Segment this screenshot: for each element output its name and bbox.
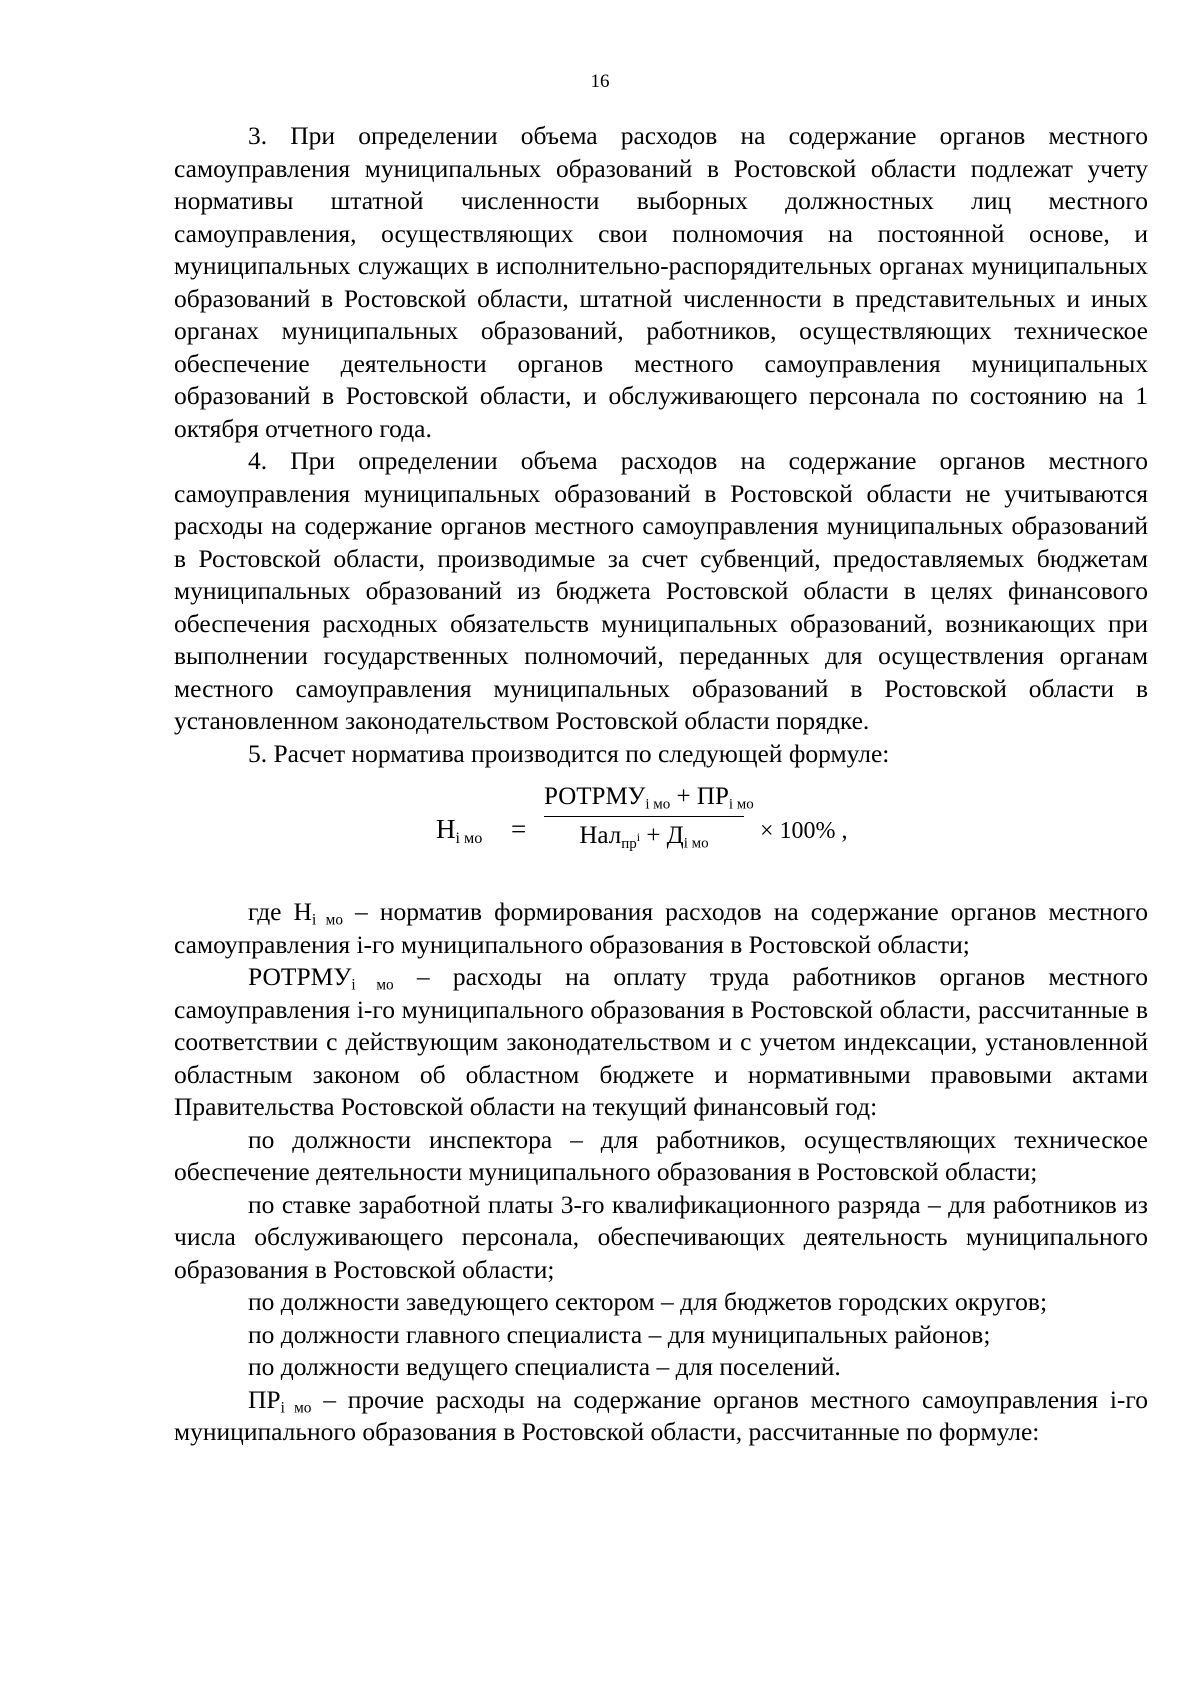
- formula-multiplier: × 100% ,: [760, 818, 848, 844]
- formula-fraction: [544, 782, 754, 852]
- formula-denominator: [544, 821, 744, 851]
- numerator-term-b-subscript: i мо: [728, 796, 754, 813]
- list-item-chief-specialist: по должности главного специалиста – для муниципальных районов;: [248, 1319, 991, 1349]
- paragraph-3: 3. При определении объема расходов на содержание органов местного самоуправления муниципальных образований в Ростовской области подлежат учету нормативы штатной численности выборных должностных лиц местного самоуправления, осуществляющих свои полномочия на постоянной основе, и муниципальных служащих в исполнительно-распорядительных органах муниципальных образований в Ростовской области, штатной численности в представительных и иных органах муниципальных образований, работников, осуществляющих техническое обеспечение деятельности органов местного самоуправления муниципальных образований в Ростовской области, и обслуживающего персонала по состоянию на 1 октября отчетного года.: [174, 121, 1148, 443]
- numerator-term-a: РОТРМУ: [544, 783, 646, 810]
- list-item-sector-head: по должности заведующего сектором – для бюджетов городских округов;: [248, 1287, 1048, 1316]
- formula-equals: =: [511, 814, 527, 844]
- definition-pr-text: – прочие расходы на содержание органов местного самоуправления i-го муниципального образования в Ростовской области, рассчитанные по формуле:: [174, 1384, 1148, 1446]
- denominator-term-a: Нал: [579, 822, 622, 849]
- numerator-term-a-subscript: i мо: [645, 796, 671, 813]
- definition-rotrmu-symbol: РОТРМУ: [248, 962, 352, 991]
- definition-pr: [174, 1384, 1148, 1449]
- definition-pr-symbol: ПР: [248, 1384, 281, 1414]
- formula-lhs: [436, 814, 483, 847]
- formula-lhs-subscript: i мо: [455, 828, 483, 847]
- document-body: [174, 120, 1148, 1449]
- formula-lhs-symbol: Н: [436, 814, 456, 844]
- numerator-plus-term-b: + ПР: [670, 783, 729, 810]
- denominator-plus-term-b: + Д: [640, 822, 684, 849]
- definition-rotrmu-subscript: i мо: [351, 976, 394, 994]
- paragraph-5: 5. Расчет норматива производится по следующей формуле:: [248, 738, 890, 768]
- list-item-wage-rate: по ставке заработной платы 3-го квалификационного разряда – для работников из числа обслуживающего персонала, обеспечивающих деятельность муниципального образования в Ростовской области;: [174, 1189, 1148, 1284]
- formula-numerator: [544, 782, 754, 813]
- definition-h-subscript: i мо: [311, 911, 344, 929]
- denominator-term-a-superscript: i: [636, 829, 641, 844]
- fraction-bar: [544, 816, 744, 817]
- paragraph-4: 4. При определении объема расходов на содержание органов местного самоуправления муниципальных образований в Ростовской области не учитываются расходы на содержание органов местного самоуправления муниципальных образований в Ростовской области, производимые за счет субвенций, предоставляемых бюджетам муниципальных образований из бюджета Ростовской области в целях финансового обеспечения расходных обязательств муниципальных образований, возникающих при выполнении государственных полномочий, переданных для осуществления органам местного самоуправления муниципальных образований в Ростовской области в установленном законодательством Ростовской области порядке.: [174, 446, 1148, 735]
- denominator-term-a-subscript: прi: [621, 829, 641, 852]
- list-item-lead-specialist: по должности ведущего специалиста – для поселений.: [248, 1352, 841, 1381]
- denominator-term-b-subscript: i мо: [683, 835, 709, 852]
- definition-pr-subscript: i мо: [280, 1399, 312, 1417]
- page-number: 16: [590, 71, 610, 92]
- norm-formula: [174, 776, 1148, 882]
- definition-h: [174, 896, 1148, 961]
- list-item-inspector: по должности инспектора – для работников, осуществляющих техническое обеспечение деятельности муниципального образования в Ростовской области;: [174, 1124, 1148, 1186]
- definition-rotrmu-text: – расходы на оплату труда работников органов местного самоуправления i-го муниципального образования в Ростовской области, рассчитанные в соответствии с действующим законодательством и с учетом индексации, установленной областным законом об областном бюджете и нормативными правовыми актами Правительства Ростовской области на текущий финансовый год:: [174, 962, 1148, 1121]
- definition-h-text: – норматив формирования расходов на содержание органов местного самоуправления i-го муниципального образования в Ростовской области;: [174, 897, 1148, 959]
- definition-h-symbol: где Н: [248, 897, 312, 926]
- definition-rotrmu: [174, 961, 1148, 1124]
